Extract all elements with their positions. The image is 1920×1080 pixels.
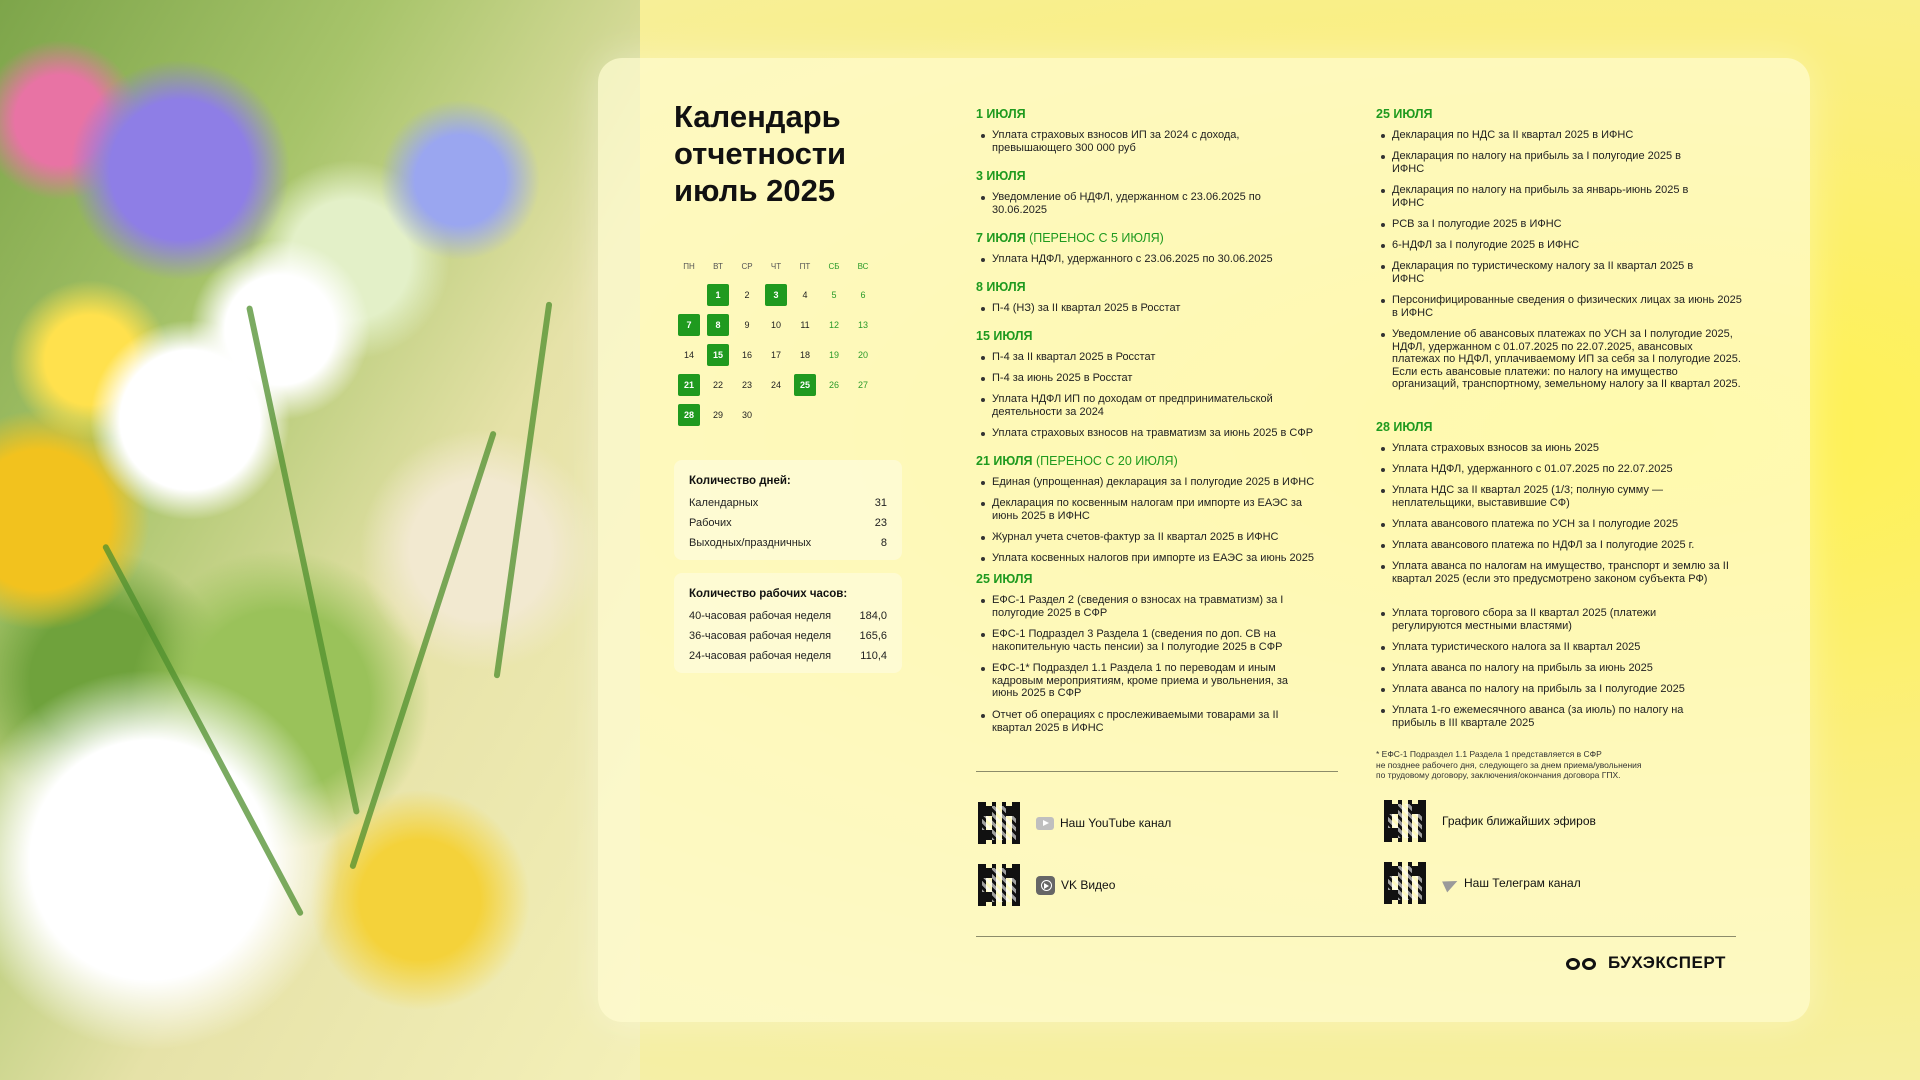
calendar-day: 6 <box>860 290 866 300</box>
weekday-label: ВС <box>857 262 869 271</box>
deadline-item: Декларация по налогу на прибыль за I полугодие 2025 в ИФНС <box>1376 150 1712 175</box>
days-box-title: Количество дней: <box>689 475 791 487</box>
deadline-item: Декларация по косвенным налогам при импорте из ЕАЭС за июнь 2025 в ИФНС <box>976 497 1312 522</box>
calendar-day: 16 <box>741 350 752 360</box>
deadline-item: П-4 (НЗ) за II квартал 2025 в Росстат <box>976 302 1332 315</box>
deadline-item: 6-НДФЛ за I полугодие 2025 в ИФНС <box>1376 239 1732 252</box>
deadline-item: Персонифицированные сведения о физических лицах за июнь 2025 в ИФНС <box>1376 294 1742 319</box>
youtube-qr-code[interactable] <box>978 802 1020 844</box>
deadline-item: Уплата косвенных налогов при импорте из ЕАЭС за июнь 2025 <box>976 552 1352 565</box>
deadline-item: Уплата страховых взносов на травматизм за июнь 2025 в СФР <box>976 427 1332 440</box>
deadline-item: Отчет об операциях с прослеживаемыми товарами за II квартал 2025 в ИФНС <box>976 709 1302 734</box>
deadline-item: Уплата аванса по налогу на прибыль за I полугодие 2025 <box>1376 683 1732 696</box>
youtube-link[interactable]: Наш YouTube канал <box>1036 814 1171 832</box>
calendar-day: 13 <box>857 320 868 330</box>
section-date: 21 ИЮЛЯ (ПЕРЕНОС С 20 ИЮЛЯ) <box>976 454 1178 468</box>
youtube-icon <box>1036 817 1054 830</box>
deadline-item: Уплата НДФЛ, удержанного с 23.06.2025 по 30.06.2025 <box>976 253 1332 266</box>
deadline-item: Уплата туристического налога за II квартал 2025 <box>1376 641 1732 654</box>
deadline-item: Уведомление об НДФЛ, удержанном с 23.06.2025 по 30.06.2025 <box>976 191 1292 216</box>
deadline-item: Уведомление об авансовых платежах по УСН за I полугодие 2025, НДФЛ, удержанном с 01.07.2025 по 22.07.2025, авансовых платежах по НДФЛ, уплачиваемому ИП за себя за I полугодие 2025. Если есть авансовые платежи: по налогу на имущество организаций, транспортному, земельному налогу за II квартал 2025. <box>1376 328 1742 391</box>
calendar-day: 1 <box>707 284 729 306</box>
vk-video-qr-code[interactable] <box>978 864 1020 906</box>
deadline-item: РСВ за I полугодие 2025 в ИФНС <box>1376 218 1732 231</box>
deadline-item: ЕФС-1 Раздел 2 (сведения о взносах на травматизм) за I полугодие 2025 в СФР <box>976 594 1302 619</box>
calendar-day: 7 <box>678 314 700 336</box>
calendar-day: 4 <box>802 290 808 300</box>
flowers-photo <box>0 0 640 1080</box>
calendar-day: 26 <box>828 380 839 390</box>
brand-mark-icon <box>1566 955 1602 973</box>
deadline-item: Уплата аванса по налогу на прибыль за июнь 2025 <box>1376 662 1732 675</box>
hours-row: 36-часовая рабочая неделя 165,6 <box>689 630 887 642</box>
calendar-day: 17 <box>770 350 781 360</box>
section-date: 3 ИЮЛЯ <box>976 169 1026 183</box>
vk-video-icon <box>1036 876 1055 895</box>
calendar-day: 15 <box>707 344 729 366</box>
weekday-label: СБ <box>828 262 840 271</box>
footnote: * ЕФС-1 Подраздел 1.1 Раздела 1 представляется в СФР не позднее рабочего дня, следующего за днем приема/увольнения по трудовому договору, заключения/окончания договора ГПХ. <box>1376 749 1642 780</box>
vk-video-link[interactable]: VK Видео <box>1036 876 1115 894</box>
deadline-item: П-4 за II квартал 2025 в Росстат <box>976 351 1332 364</box>
deadline-item: Декларация по налогу на прибыль за январь-июнь 2025 в ИФНС <box>1376 184 1722 209</box>
calendar-day: 21 <box>678 374 700 396</box>
calendar-day: 11 <box>800 320 810 330</box>
section-date: 25 ИЮЛЯ <box>1376 107 1433 121</box>
calendar-day: 10 <box>770 320 781 330</box>
deadline-item: Единая (упрощенная) декларация за I полугодие 2025 в ИФНС <box>976 476 1352 489</box>
calendar-day: 25 <box>794 374 816 396</box>
days-row: Рабочих 23 <box>689 517 887 529</box>
deadline-item: Уплата авансового платежа по НДФЛ за I полугодие 2025 г. <box>1376 539 1742 552</box>
weekday-label: ВТ <box>713 262 723 271</box>
calendar-day: 12 <box>828 320 839 330</box>
section-date: 25 ИЮЛЯ <box>976 572 1033 586</box>
calendar-day: 28 <box>678 404 700 426</box>
section-date: 15 ИЮЛЯ <box>976 329 1033 343</box>
days-count-box <box>674 460 902 560</box>
calendar-day: 20 <box>857 350 868 360</box>
deadline-item: Уплата НДФЛ ИП по доходам от предпринимательской деятельности за 2024 <box>976 393 1292 418</box>
section-date: 8 ИЮЛЯ <box>976 280 1026 294</box>
calendar-day: 30 <box>741 410 752 420</box>
deadline-item: ЕФС-1* Подраздел 1.1 Раздела 1 по переводам и иным кадровым мероприятиям, кроме приема и увольнения, за июнь 2025 в СФР <box>976 662 1312 700</box>
deadline-item: Уплата НДС за II квартал 2025 (1/3; полную сумму — неплательщики, выставившие СФ) <box>1376 484 1712 509</box>
deadline-item: Уплата аванса по налогам на имущество, транспорт и землю за II квартал 2025 (если это предусмотрено законом субъекта РФ) <box>1376 560 1742 585</box>
deadline-item: Журнал учета счетов-фактур за II квартал 2025 в ИФНС <box>976 531 1332 544</box>
calendar-day: 14 <box>683 350 694 360</box>
divider <box>976 936 1736 937</box>
calendar-day: 22 <box>712 380 723 390</box>
calendar-day: 9 <box>744 320 750 330</box>
deadline-item: Уплата НДФЛ, удержанного с 01.07.2025 по 22.07.2025 <box>1376 463 1732 476</box>
calendar-day: 27 <box>857 380 868 390</box>
calendar-day: 24 <box>770 380 781 390</box>
page-title: Календарь отчетности июль 2025 <box>674 99 847 208</box>
deadline-item: ЕФС-1 Подраздел 3 Раздела 1 (сведения по доп. СВ на накопительную часть пенсии) за I полугодие 2025 в СФР <box>976 628 1322 653</box>
deadline-item: П-4 за июнь 2025 в Росстат <box>976 372 1332 385</box>
calendar-day: 18 <box>799 350 810 360</box>
weekday-label: ПН <box>683 262 695 271</box>
brand-logo[interactable]: БУХЭКСПЕРТ <box>1566 953 1726 975</box>
divider <box>976 771 1338 772</box>
calendar-day: 5 <box>831 290 837 300</box>
calendar-day: 3 <box>765 284 787 306</box>
schedule-link[interactable]: График ближайших эфиров <box>1442 814 1596 828</box>
hours-row: 40-часовая рабочая неделя 184,0 <box>689 610 887 622</box>
deadline-item: Декларация по НДС за II квартал 2025 в ИФНС <box>1376 129 1732 142</box>
weekday-label: СР <box>741 262 753 271</box>
deadline-item: Уплата 1-го ежемесячного аванса (за июль) по налогу на прибыль в III квартале 2025 <box>1376 704 1712 729</box>
hours-count-box <box>674 573 902 673</box>
schedule-qr-code[interactable] <box>1384 800 1426 842</box>
telegram-qr-code[interactable] <box>1384 862 1426 904</box>
telegram-icon <box>1442 875 1460 892</box>
calendar-day: 19 <box>828 350 839 360</box>
section-date: 7 ИЮЛЯ (ПЕРЕНОС С 5 ИЮЛЯ) <box>976 231 1164 245</box>
calendar-day: 8 <box>707 314 729 336</box>
weekday-label: ЧТ <box>770 262 782 271</box>
days-row: Выходных/праздничных 8 <box>689 537 887 549</box>
weekday-label: ПТ <box>799 262 811 271</box>
telegram-link[interactable]: Наш Телеграм канал <box>1444 874 1581 892</box>
calendar-day: 23 <box>741 380 752 390</box>
calendar-day: 29 <box>712 410 723 420</box>
days-row: Календарных 31 <box>689 497 887 509</box>
section-date: 1 ИЮЛЯ <box>976 107 1026 121</box>
hours-row: 24-часовая рабочая неделя 110,4 <box>689 650 887 662</box>
section-date: 28 ИЮЛЯ <box>1376 420 1433 434</box>
deadline-item: Декларация по туристическому налогу за II квартал 2025 в ИФНС <box>1376 260 1722 285</box>
hours-box-title: Количество рабочих часов: <box>689 588 848 600</box>
deadline-item: Уплата торгового сбора за II квартал 2025 (платежи регулируются местными властями) <box>1376 607 1712 632</box>
calendar-day: 2 <box>744 290 750 300</box>
deadline-item: Уплата страховых взносов за июнь 2025 <box>1376 442 1732 455</box>
deadline-item: Уплата страховых взносов ИП за 2024 с дохода, превышающего 300 000 руб <box>976 129 1292 154</box>
deadline-item: Уплата авансового платежа по УСН за I полугодие 2025 <box>1376 518 1732 531</box>
